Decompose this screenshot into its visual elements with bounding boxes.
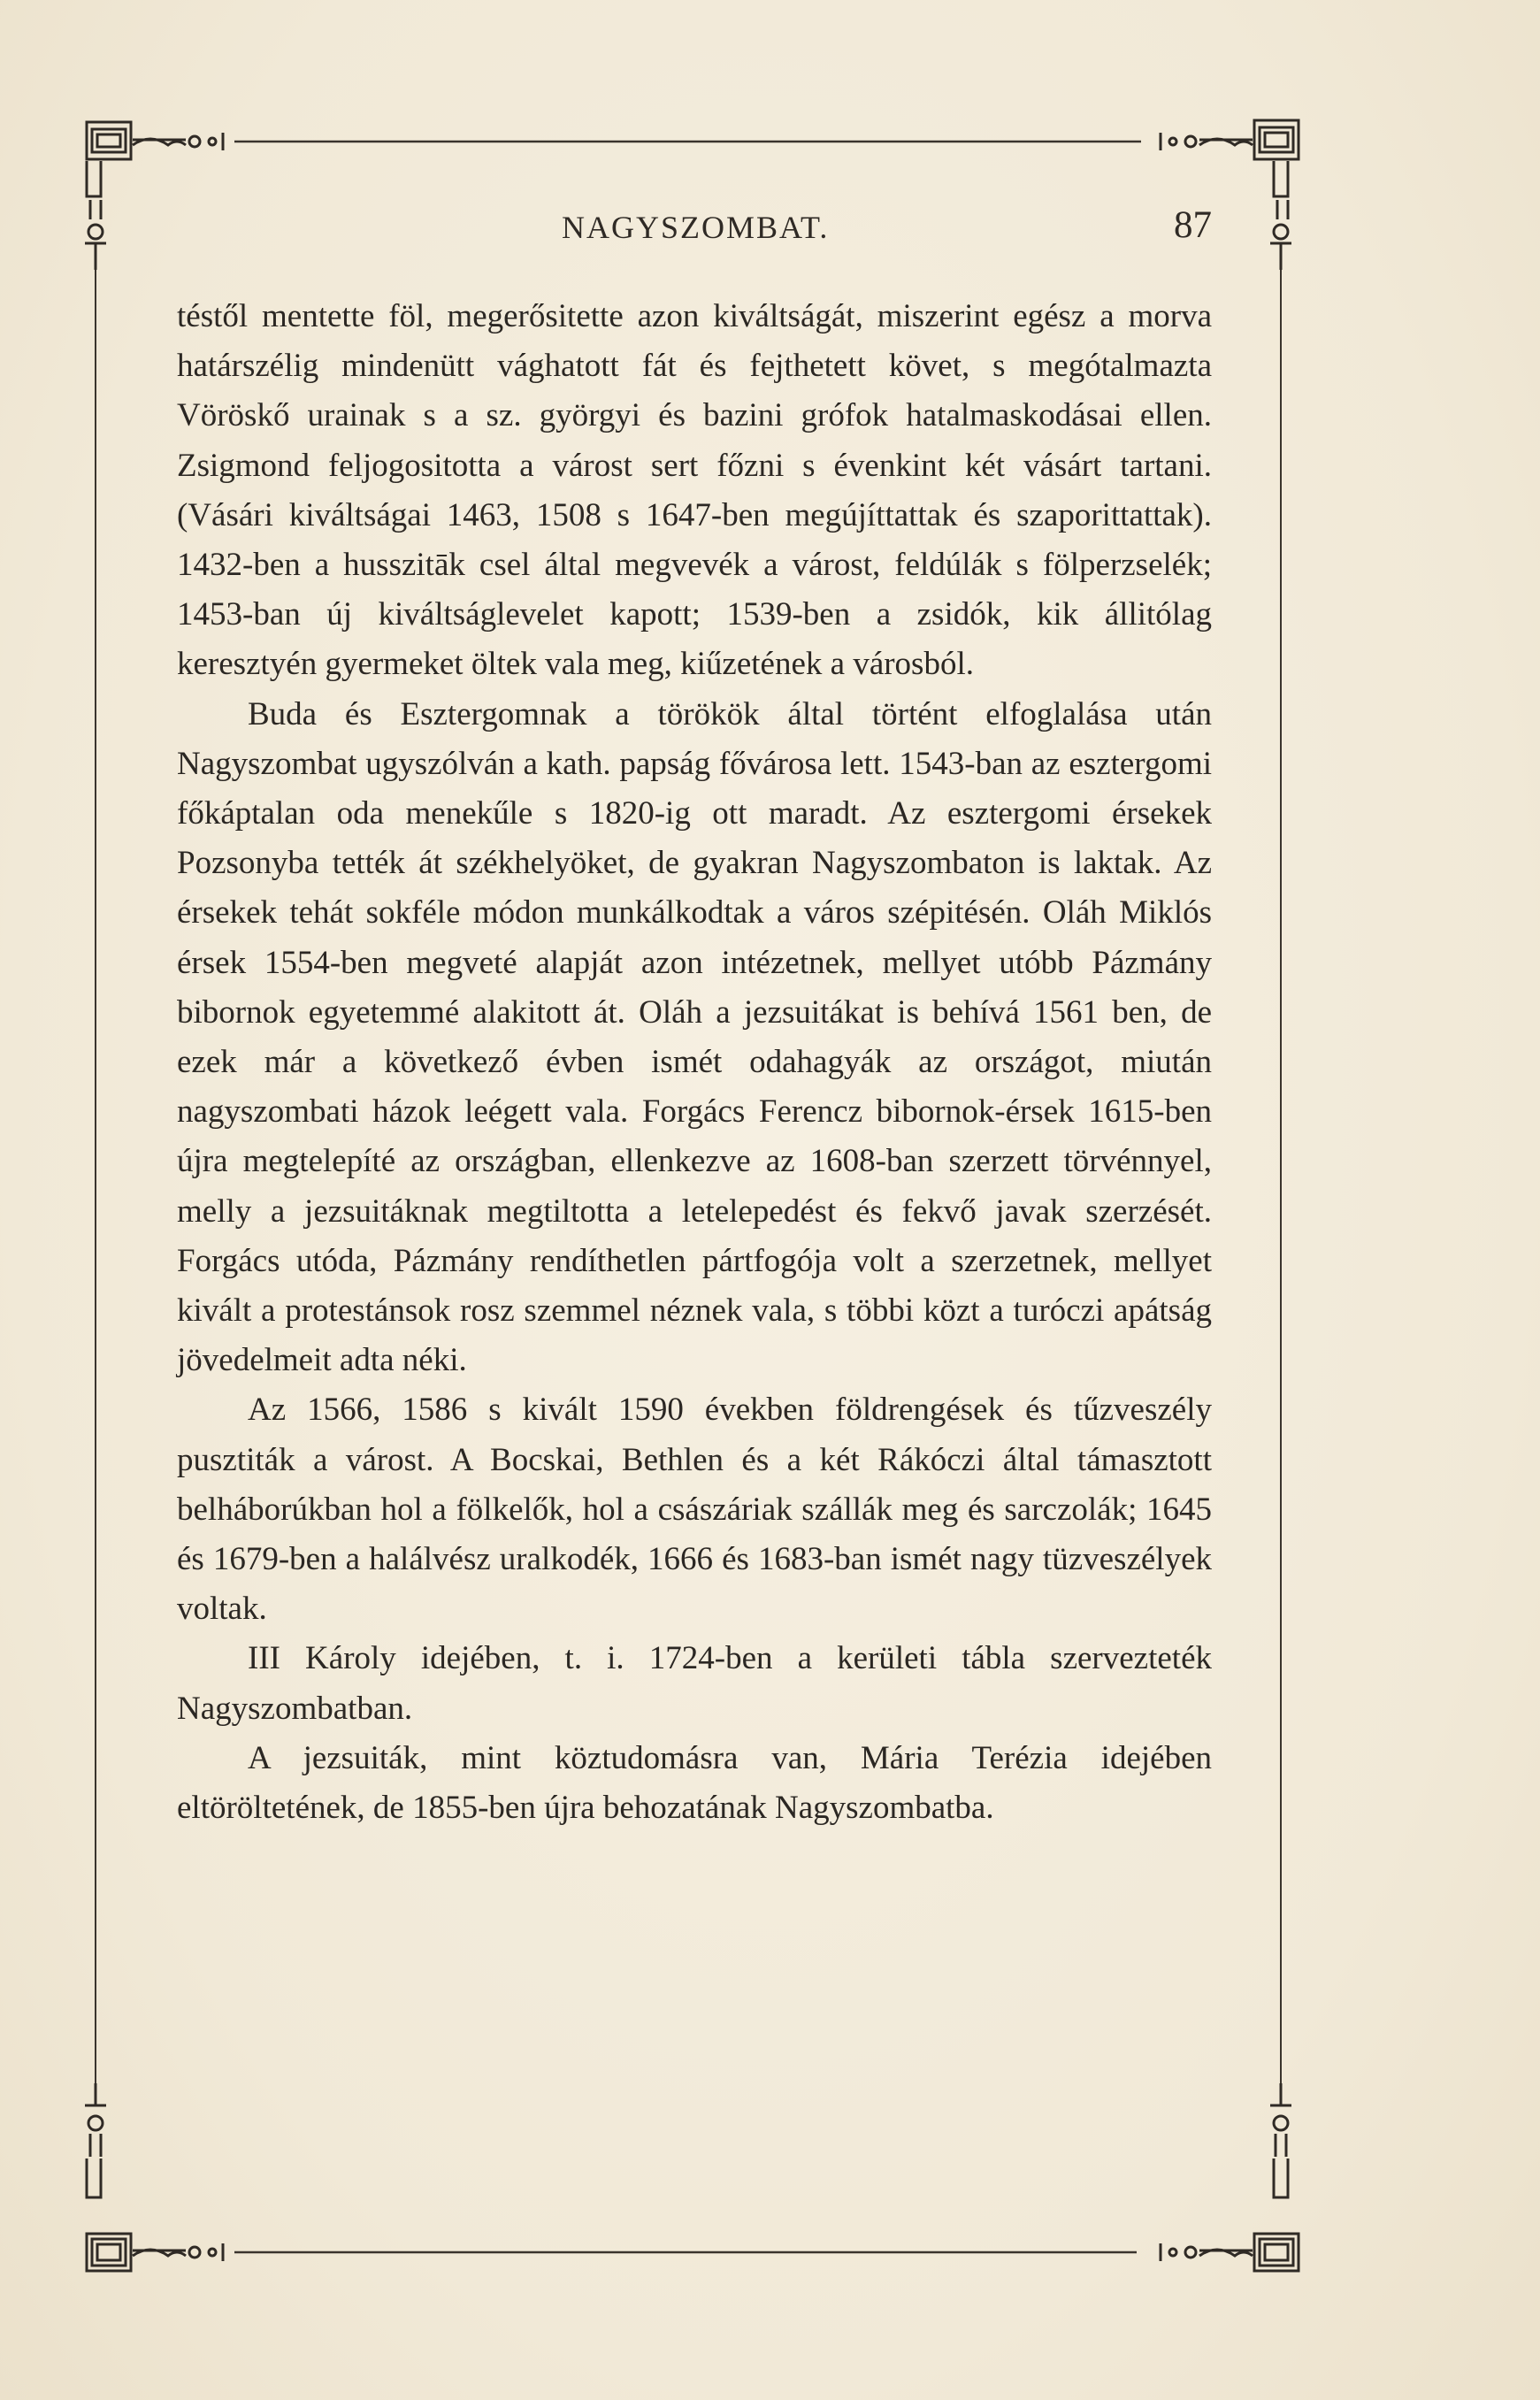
paragraph-3: Az 1566, 1586 s kivált 1590 években földrengések és tűzveszély pusztiták a várost. A Bocskai, Bethlen és a két Rákóczi által támasztott belháborúkban hol a fölkelők, hol a császáriak szállák meg és sarczolák; 1645 és 1679-ben a halálvész uralkodék, 1666 és 1683-ban ismét nagy tüzveszélyek voltak. xyxy=(177,1392,1212,1628)
corner-ornament-bottom-right xyxy=(1161,2083,1299,2271)
running-title: NAGYSZOMBAT. xyxy=(562,210,830,245)
paragraph-4: III Károly idejében, t. i. 1724-ben a kerületi tábla szervezteték Nagyszombatban. xyxy=(177,1640,1212,1727)
page-number: 87 xyxy=(1174,204,1212,246)
corner-ornament-bottom-left xyxy=(85,2083,223,2271)
paragraph-5: A jezsuiták, mint köztudomásra van, Mária Terézia idejében eltöröltetének, de 1855-ben újra behozatának Nagyszombatba. xyxy=(177,1739,1212,1827)
paragraph-1: téstől mentette föl, megerősitette azon kiváltságát, miszerint egész a morva határszélig mindenütt vághatott fát és fejthetett követ, s megótalmazta Vöröskő urainak s a sz. györgyi és bazini grófok hatalmaskodásai ellen. Zsigmond feljogositotta a várost sert főzni s évenkint két vásárt tartani. (Vásári kiváltságai 1463, 1508 s 1647-ben megújíttattak és szaporittattak). 1432-ben a husszitāk csel által megvevék a várost, feldúlák s fölperzselék; 1453-ban új kiváltságlevelet kapott; 1539-ben a zsidók, kik állitólag keresztyén gyermeket öltek vala meg, kiűzetének a városból. xyxy=(177,298,1212,683)
page-header xyxy=(177,204,1212,262)
paragraph-2: Buda és Esztergomnak a törökök által történt elfoglalása után Nagyszombat ugyszólván a kath. papság fővárosa lett. 1543-ban az esztergomi főkáptalan oda menekűle s 1820-ig ott maradt. Az esztergomi érsekek Pozsonyba tették át székhelyöket, de gyakran Nagyszombaton is laktak. Az érsekek tehát sokféle módon munkálkodtak a város szépitésén. Oláh Miklós érsek 1554-ben megveté alapját azon intézetnek, mellyet utóbb Pázmány bibornok egyetemmé alakitott át. Oláh a jezsuitákat is behívá 1561 ben, de ezek már a következő évben ismét odahagyák az országot, miután nagyszombati házok leégett vala. Forgács Ferencz bibornok-érsek 1615-ben újra megtelepíté az országban, ellenkezve az 1608-ban szerzett törvénnyel, melly a jezsuitáknak megtiltotta a letelepedést és fekvő javak szerzését. Forgács utóda, Pázmány rendíthetlen pártfogója volt a szerzetnek, mellyet kivált a protestánsok rosz szemmel néznek vala, s többi közt a turóczi apátság jövedelmeit adta néki. xyxy=(177,695,1212,1379)
body-text xyxy=(177,292,1212,1833)
